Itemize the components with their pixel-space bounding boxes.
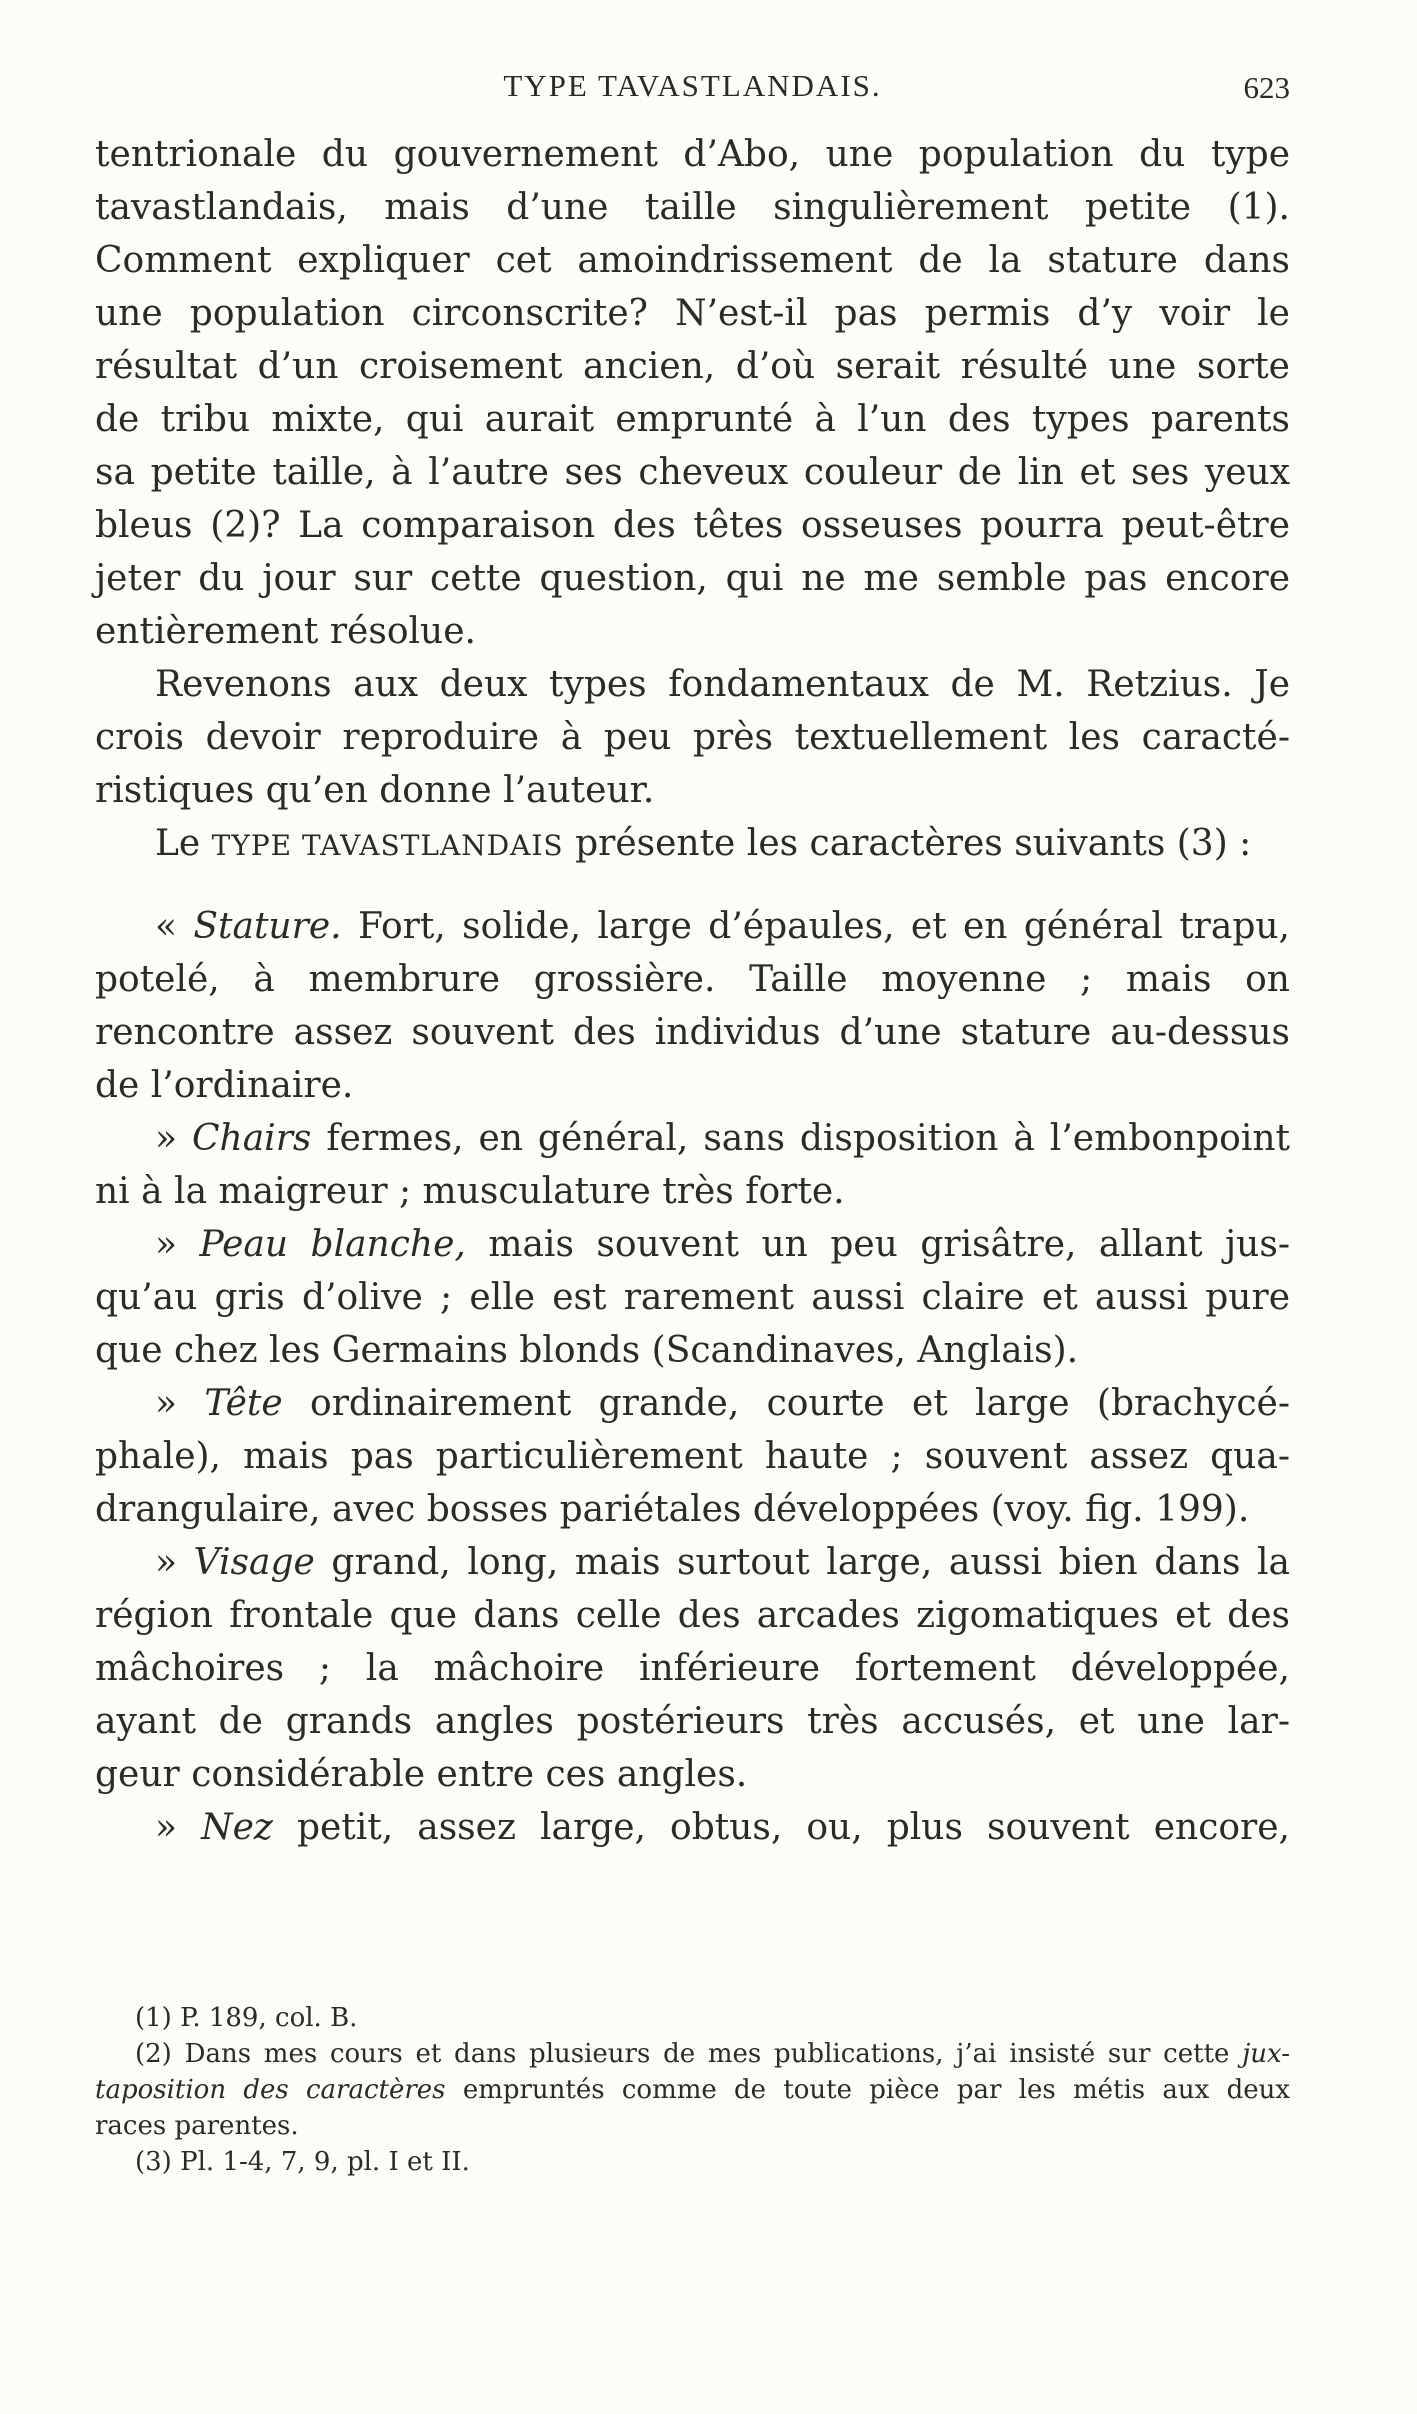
- section-intro-line: [95, 817, 1290, 870]
- text-line: de tribu mixte, qui aurait emprunté à l’un des types parents: [95, 399, 1290, 440]
- continuation-guillemet: »: [155, 1224, 200, 1265]
- text-line: résultat d’un croisement ancien, d’où serait résulté une sorte: [95, 346, 1290, 387]
- term-chairs: Chairs: [191, 1118, 312, 1159]
- text-line: Revenons aux deux types fondamentaux de M. Retzius. Je: [155, 664, 1290, 705]
- text-line: [95, 1218, 1290, 1271]
- footnote-text: (2) Dans mes cours et dans plusieurs de mes publications, j’ai insisté sur cette: [135, 2039, 1230, 2069]
- open-guillemet: «: [155, 906, 194, 947]
- text-line: geur considérable entre ces angles.: [95, 1754, 748, 1795]
- term-peau: Peau blanche,: [199, 1224, 466, 1265]
- text-line: tavastlandais, mais d’une taille singulièrement petite (1).: [95, 187, 1290, 228]
- running-head: [95, 60, 1290, 110]
- text-line: rencontre assez souvent des individus d’une stature au-dessus: [95, 1012, 1290, 1053]
- type-label-smallcaps: TYPE TAVASTLANDAIS: [211, 829, 564, 862]
- text-line: jeter du jour sur cette question, qui ne me semble pas encore: [95, 558, 1290, 599]
- text-line: ayant de grands angles postérieurs très accusés, et une lar-: [95, 1701, 1290, 1742]
- text-line: [95, 1536, 1290, 1589]
- footnotes: [95, 2000, 1290, 2180]
- text-line: [95, 1377, 1290, 1430]
- text-fragment: ordinairement grande, courte et large (brachycé-: [310, 1383, 1291, 1424]
- spacer: [95, 870, 1290, 900]
- text-line: crois devoir reproduire à peu près textuellement les caracté-: [95, 717, 1290, 758]
- footnote-text: empruntés comme de toute pièce par les métis aux deux: [462, 2075, 1291, 2105]
- footnote-2-line-2: [95, 2072, 1290, 2108]
- text-line: une population circonscrite? N’est-il pas permis d’y voir le: [95, 293, 1290, 334]
- footnote-2-line-3: races parentes.: [95, 2111, 299, 2141]
- footnote-italic: jux-: [1242, 2039, 1291, 2069]
- text-fragment: Fort, solide, large d’épaules, et en général trapu,: [357, 906, 1291, 947]
- continuation-guillemet: »: [155, 1807, 202, 1848]
- footnote-3: (3) Pl. 1-4, 7, 9, pl. I et II.: [135, 2147, 470, 2177]
- text-line: ni à la maigreur ; musculature très forte.: [95, 1171, 845, 1212]
- text-line: tentrionale du gouvernement d’Abo, une population du type: [95, 134, 1290, 175]
- term-visage: Visage: [193, 1542, 315, 1583]
- text-line: Comment expliquer cet amoindrissement de la stature dans: [95, 240, 1290, 281]
- main-text: [95, 128, 1290, 1854]
- text-line: que chez les Germains blonds (Scandinaves, Anglais).: [95, 1330, 1079, 1371]
- type-label-initial: Le: [155, 823, 201, 864]
- text-line: potelé, à membrure grossière. Taille moyenne ; mais on: [95, 959, 1290, 1000]
- text-line: de l’ordinaire.: [95, 1065, 354, 1106]
- text-line: région frontale que dans celle des arcades zigomatiques et des: [95, 1595, 1290, 1636]
- text-line: bleus (2)? La comparaison des têtes osseuses pourra peut-être: [95, 505, 1290, 546]
- text-line: entièrement résolue.: [95, 611, 476, 652]
- footnote-2-line-1: [95, 2036, 1290, 2072]
- text-fragment: fermes, en général, sans disposition à l’embonpoint: [326, 1118, 1290, 1159]
- text-line: ristiques qu’en donne l’auteur.: [95, 770, 655, 811]
- text-line: [95, 1801, 1290, 1854]
- page-number: 623: [1243, 70, 1290, 105]
- continuation-guillemet: »: [155, 1383, 205, 1424]
- text-fragment: petit, assez large, obtus, ou, plus souvent encore,: [296, 1807, 1290, 1848]
- text-line: phale), mais pas particulièrement haute ; souvent assez qua-: [95, 1436, 1290, 1477]
- text-line: [95, 1112, 1290, 1165]
- text-line: drangulaire, avec bosses pariétales développées (voy. fig. 199).: [95, 1489, 1250, 1530]
- text-fragment: grand, long, mais surtout large, aussi bien dans la: [331, 1542, 1290, 1583]
- term-stature: Stature.: [193, 906, 342, 947]
- term-tete: Tête: [204, 1383, 283, 1424]
- running-title: TYPE TAVASTLANDAIS.: [503, 68, 882, 103]
- text-line: sa petite taille, à l’autre ses cheveux couleur de lin et ses yeux: [95, 452, 1290, 493]
- text-line: mâchoires ; la mâchoire inférieure fortement développée,: [95, 1648, 1290, 1689]
- continuation-guillemet: »: [155, 1118, 192, 1159]
- type-label-rest: présente les caractères suivants (3) :: [575, 823, 1252, 864]
- footnote-1: (1) P. 189, col. B.: [135, 2003, 358, 2033]
- footnote-italic: taposition des caractères: [95, 2075, 446, 2105]
- text-line: qu’au gris d’olive ; elle est rarement aussi claire et aussi pure: [95, 1277, 1290, 1318]
- continuation-guillemet: »: [155, 1542, 194, 1583]
- text-fragment: mais souvent un peu grisâtre, allant jus-: [488, 1224, 1290, 1265]
- text-line: [95, 900, 1290, 953]
- term-nez: Nez: [201, 1807, 273, 1848]
